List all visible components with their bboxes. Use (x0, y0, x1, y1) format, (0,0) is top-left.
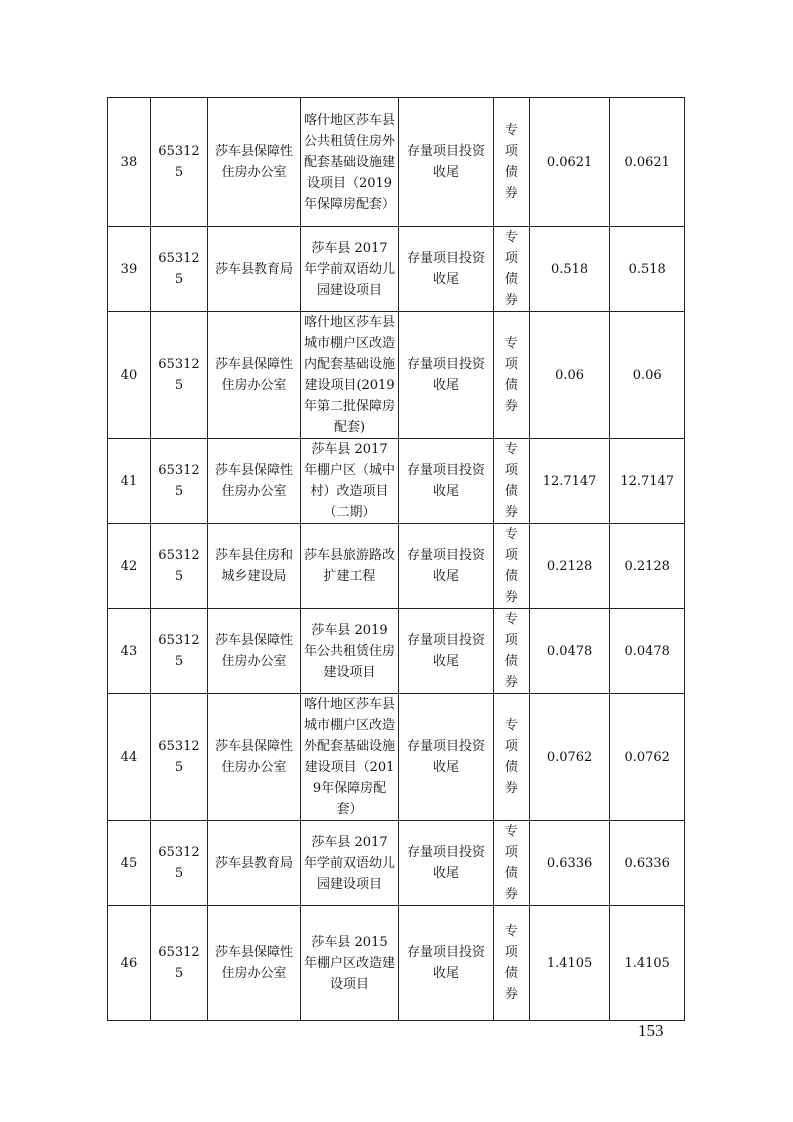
bond-type-char: 专 (504, 123, 518, 138)
region-code-part1: 65312 (158, 945, 200, 960)
bond-type-char: 债 (504, 272, 518, 287)
bond-type-char: 专 (504, 230, 518, 245)
bond-type-char: 券 (504, 293, 518, 308)
bond-type-char: 项 (504, 739, 518, 754)
region-code-part2: 5 (174, 966, 184, 981)
bond-amount-total: 0.6336 (610, 821, 685, 906)
bond-type (494, 312, 530, 439)
bond-type-char: 专 (504, 336, 518, 351)
region-code-part2: 5 (174, 569, 184, 584)
bond-type-char: 专 (504, 527, 518, 542)
row-number: 43 (108, 609, 151, 694)
region-code-part1: 65312 (158, 463, 200, 478)
bond-type-char: 债 (504, 760, 518, 775)
project-unit: 莎车县保障性住房办公室 (208, 694, 301, 821)
project-name: 喀什地区莎车县公共租赁住房外配套基础设施建设项目（2019年保障房配套） (301, 98, 399, 227)
region-code-part2: 5 (174, 654, 184, 669)
bond-amount-total: 0.0621 (610, 98, 685, 227)
bond-type-char: 债 (504, 654, 518, 669)
region-code (150, 98, 207, 227)
bond-amount-total: 0.0762 (610, 694, 685, 821)
bond-amount: 0.06 (529, 312, 610, 439)
table-row (108, 524, 685, 609)
bond-type-char: 券 (504, 399, 518, 414)
row-number: 46 (108, 906, 151, 1021)
bond-type-char: 专 (504, 824, 518, 839)
region-code-part2: 5 (174, 378, 184, 393)
region-code-part1: 65312 (158, 144, 200, 159)
project-name: 莎车县 2017 年学前双语幼儿园建设项目 (301, 821, 399, 906)
region-code-part1: 65312 (158, 251, 200, 266)
region-code-part2: 5 (174, 760, 184, 775)
bond-amount: 0.6336 (529, 821, 610, 906)
region-code (150, 524, 207, 609)
row-number: 42 (108, 524, 151, 609)
region-code-part2: 5 (174, 272, 184, 287)
project-name: 莎车县 2015 年棚户区改造建设项目 (301, 906, 399, 1021)
bond-type-char: 专 (504, 924, 518, 939)
region-code (150, 439, 207, 524)
bond-amount: 0.0478 (529, 609, 610, 694)
bond-type-char: 专 (504, 612, 518, 627)
row-number: 44 (108, 694, 151, 821)
bond-type-char: 债 (504, 569, 518, 584)
region-code-part1: 65312 (158, 633, 200, 648)
fund-use: 存量项目投资收尾 (399, 821, 494, 906)
project-unit: 莎车县保障性住房办公室 (208, 609, 301, 694)
bond-type (494, 439, 530, 524)
table-row (108, 906, 685, 1021)
row-number: 38 (108, 98, 151, 227)
bond-type-char: 专 (504, 442, 518, 457)
fund-use: 存量项目投资收尾 (399, 439, 494, 524)
bond-type-char: 项 (504, 463, 518, 478)
project-unit: 莎车县保障性住房办公室 (208, 98, 301, 227)
bond-type (494, 694, 530, 821)
project-unit: 莎车县保障性住房办公室 (208, 439, 301, 524)
bond-amount: 0.0621 (529, 98, 610, 227)
row-number: 40 (108, 312, 151, 439)
bond-amount: 1.4105 (529, 906, 610, 1021)
bond-type-char: 债 (504, 866, 518, 881)
project-unit: 莎车县教育局 (208, 227, 301, 312)
page-number: 153 (638, 1021, 664, 1040)
bond-amount-total: 0.2128 (610, 524, 685, 609)
row-number: 39 (108, 227, 151, 312)
bond-type-char: 项 (504, 945, 518, 960)
table-row (108, 609, 685, 694)
region-code (150, 312, 207, 439)
table-row (108, 694, 685, 821)
bond-amount: 0.0762 (529, 694, 610, 821)
region-code (150, 227, 207, 312)
bond-type (494, 98, 530, 227)
table-row (108, 821, 685, 906)
fund-use: 存量项目投资收尾 (399, 609, 494, 694)
bond-type (494, 906, 530, 1021)
region-code-part2: 5 (174, 484, 184, 499)
fund-use: 存量项目投资收尾 (399, 906, 494, 1021)
bond-amount-total: 0.518 (610, 227, 685, 312)
debt-project-table (107, 97, 685, 1021)
region-code-part2: 5 (174, 165, 184, 180)
bond-type (494, 821, 530, 906)
bond-type-char: 项 (504, 633, 518, 648)
bond-type-char: 券 (504, 505, 518, 520)
project-name: 莎车县 2019 年公共租赁住房建设项目 (301, 609, 399, 694)
row-number: 45 (108, 821, 151, 906)
region-code (150, 906, 207, 1021)
project-name: 莎车县 2017 年棚户区（城中村）改造项目（二期） (301, 439, 399, 524)
bond-amount: 12.7147 (529, 439, 610, 524)
bond-amount: 0.518 (529, 227, 610, 312)
bond-type-char: 券 (504, 590, 518, 605)
bond-type-char: 项 (504, 357, 518, 372)
project-name: 莎车县旅游路改扩建工程 (301, 524, 399, 609)
bond-type-char: 专 (504, 718, 518, 733)
fund-use: 存量项目投资收尾 (399, 524, 494, 609)
bond-amount: 0.2128 (529, 524, 610, 609)
bond-type (494, 524, 530, 609)
fund-use: 存量项目投资收尾 (399, 694, 494, 821)
bond-amount-total: 0.06 (610, 312, 685, 439)
region-code (150, 821, 207, 906)
row-number: 41 (108, 439, 151, 524)
bond-type-char: 债 (504, 378, 518, 393)
region-code (150, 609, 207, 694)
table-row (108, 227, 685, 312)
region-code-part1: 65312 (158, 739, 200, 754)
bond-type-char: 项 (504, 251, 518, 266)
region-code (150, 694, 207, 821)
project-name: 喀什地区莎车县城市棚户区改造内配套基础设施建设项目(2019年第二批保障房配套) (301, 312, 399, 439)
bond-type-char: 券 (504, 987, 518, 1002)
bond-type-char: 项 (504, 548, 518, 563)
project-name: 喀什地区莎车县城市棚户区改造外配套基础设施建设项目（2019年保障房配套） (301, 694, 399, 821)
fund-use: 存量项目投资收尾 (399, 312, 494, 439)
fund-use: 存量项目投资收尾 (399, 98, 494, 227)
bond-amount-total: 12.7147 (610, 439, 685, 524)
bond-amount-total: 1.4105 (610, 906, 685, 1021)
table-body (108, 98, 685, 1021)
region-code-part2: 5 (174, 866, 184, 881)
bond-type-char: 债 (504, 966, 518, 981)
project-unit: 莎车县教育局 (208, 821, 301, 906)
bond-type-char: 券 (504, 675, 518, 690)
region-code-part1: 65312 (158, 357, 200, 372)
bond-type-char: 券 (504, 887, 518, 902)
bond-type-char: 券 (504, 186, 518, 201)
bond-type-char: 券 (504, 781, 518, 796)
bond-type (494, 609, 530, 694)
table-row (108, 98, 685, 227)
bond-type-char: 项 (504, 144, 518, 159)
bond-type (494, 227, 530, 312)
bond-type-char: 债 (504, 165, 518, 180)
bond-amount-total: 0.0478 (610, 609, 685, 694)
project-unit: 莎车县住房和城乡建设局 (208, 524, 301, 609)
bond-type-char: 项 (504, 845, 518, 860)
table-row (108, 312, 685, 439)
region-code-part1: 65312 (158, 548, 200, 563)
fund-use: 存量项目投资收尾 (399, 227, 494, 312)
bond-type-char: 债 (504, 484, 518, 499)
project-name: 莎车县 2017 年学前双语幼儿园建设项目 (301, 227, 399, 312)
table-row (108, 439, 685, 524)
project-unit: 莎车县保障性住房办公室 (208, 312, 301, 439)
region-code-part1: 65312 (158, 845, 200, 860)
project-unit: 莎车县保障性住房办公室 (208, 906, 301, 1021)
